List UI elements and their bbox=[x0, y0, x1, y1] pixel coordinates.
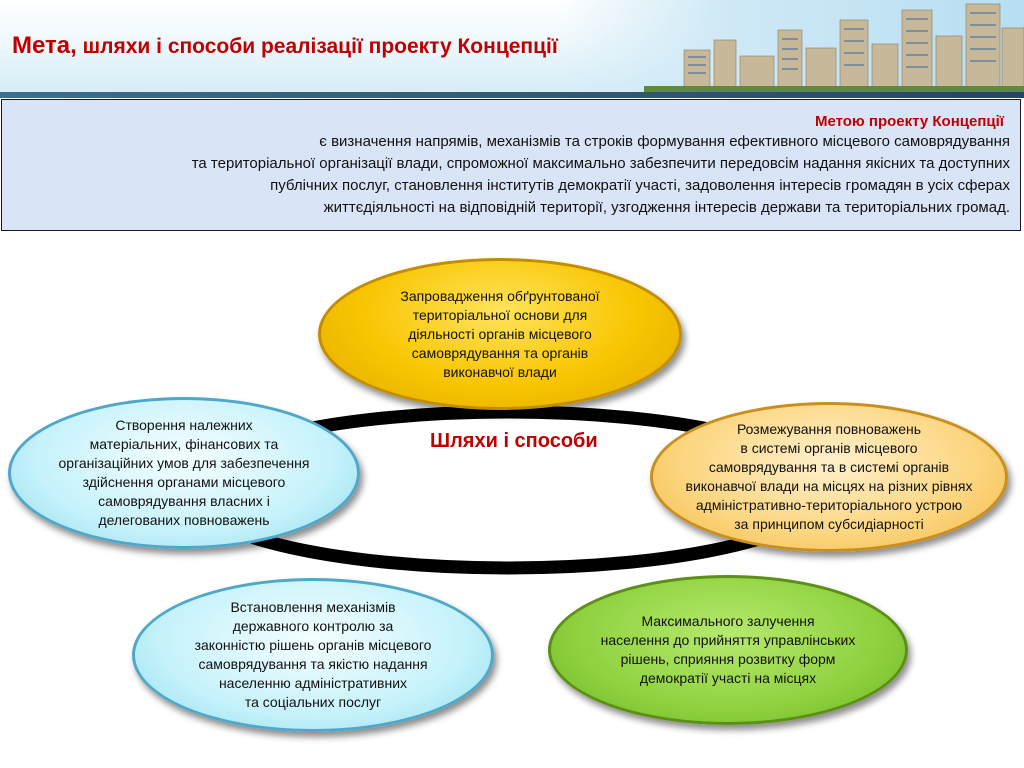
ellipse-text-line: Створення належних bbox=[115, 417, 253, 433]
ellipse-text-line: Максимального залучення bbox=[641, 613, 815, 629]
ellipse-text-line: діяльності органів місцевого bbox=[408, 325, 592, 342]
ellipse-division-of-powers bbox=[650, 402, 1008, 552]
ellipse-text-line: та соціальних послуг bbox=[244, 694, 382, 710]
goal-line: та територіальної організації влади, спроможної максимально забезпечити передовсім надання якісних та доступних bbox=[191, 155, 1010, 172]
page-title bbox=[12, 24, 558, 61]
ellipse-text-line: Розмежування повноважень bbox=[736, 421, 922, 437]
ellipse-text-line: делегованих повноважень bbox=[98, 512, 270, 528]
ellipse-territorial-basis bbox=[318, 258, 682, 410]
ellipse-text-line: державного контролю за bbox=[232, 618, 394, 634]
ellipse-text-line: населенню адміністративних bbox=[218, 675, 408, 691]
ellipse-text-line: демократії участі на місцях bbox=[639, 670, 817, 686]
ellipse-text-line: виконавчої влади на місцях на різних рівнях bbox=[685, 478, 973, 494]
ellipse-public-participation bbox=[548, 575, 908, 725]
ellipse-conditions bbox=[8, 397, 360, 549]
ellipse-text-line: організаційних умов для забезпечення bbox=[58, 455, 310, 471]
title-lead: Мета, bbox=[12, 32, 77, 59]
goal-line: публічних послуг, становлення інститутів демократії участі, задоволення інтересів громадян в усіх сферах bbox=[270, 177, 1010, 194]
ellipse-text-line: самоврядування та органів bbox=[411, 344, 589, 361]
ellipse-text-line: за принципом субсидіарності bbox=[734, 516, 924, 532]
ellipse-text-line: самоврядування та якістю надання bbox=[198, 656, 428, 672]
center-label: Шляхи і способи bbox=[430, 430, 598, 452]
ellipse-text-line: Встановлення механізмів bbox=[230, 599, 396, 615]
ellipse-text-line: самоврядування власних і bbox=[98, 493, 270, 509]
ellipse-text-line: територіальної основи для bbox=[412, 306, 588, 323]
ellipse-text-line: самоврядування та в системі органів bbox=[708, 459, 950, 475]
title-rest: шляхи і способи реалізації проекту Концепції bbox=[76, 35, 558, 58]
ellipse-text-line: виконавчої влади bbox=[443, 363, 557, 380]
header-divider bbox=[0, 92, 1024, 98]
ellipse-text-line: адміністративно-територіального устрою bbox=[695, 497, 963, 513]
ellipse-text-line: Запровадження обґрунтованої bbox=[400, 287, 600, 304]
goal-line: життєдіяльності на відповідній території, узгодження інтересів держави та територіальних громад. bbox=[323, 199, 1010, 216]
ellipse-text-line: матеріальних, фінансових та bbox=[89, 436, 279, 452]
city-skyline-image bbox=[644, 0, 1024, 96]
ellipse-state-control bbox=[132, 578, 494, 732]
ellipse-text-line: здійснення органами місцевого bbox=[82, 474, 286, 490]
goal-title: Метою проекту Концепції bbox=[814, 113, 1004, 130]
goal-line: є визначення напрямів, механізмів та строків формування ефективного місцевого самоврядування bbox=[319, 133, 1010, 150]
goal-box bbox=[1, 99, 1021, 231]
header-banner bbox=[0, 0, 1024, 96]
goal-text bbox=[6, 131, 1010, 219]
ellipse-text-line: населення до прийняття управлінських bbox=[600, 632, 856, 648]
ellipse-text-line: в системі органів місцевого bbox=[740, 440, 918, 456]
ellipse-text-line: законністю рішень органів місцевого bbox=[194, 637, 432, 653]
ellipse-text-line: рішень, сприяння розвитку форм bbox=[620, 651, 836, 667]
